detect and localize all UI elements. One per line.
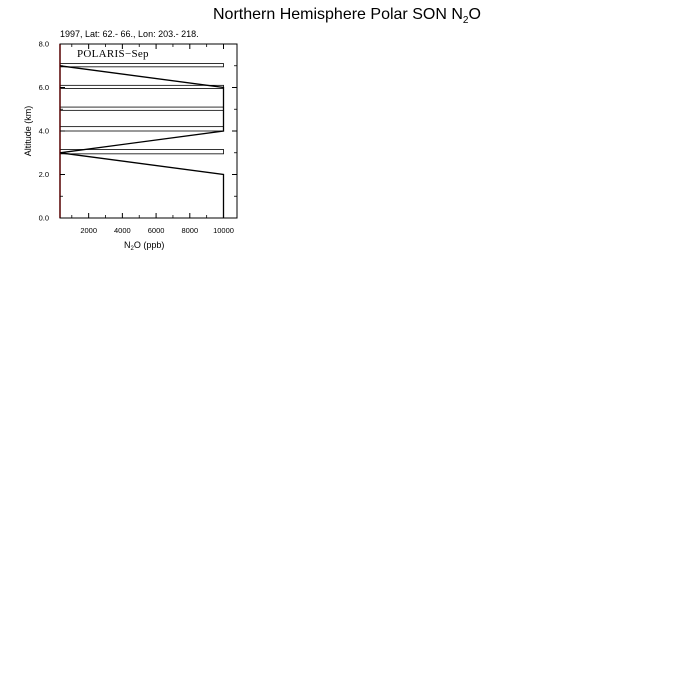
range-box-5	[60, 64, 224, 67]
x-axis-label-subscript: 2	[130, 246, 134, 252]
x-axis-label	[124, 240, 164, 252]
x-tick-label-5: 10000	[213, 226, 234, 235]
chart-subtitle: 1997, Lat: 62.- 66., Lon: 203.- 218.	[60, 29, 199, 39]
panel-label: POLARIS−Sep	[77, 48, 149, 60]
chart-title-subscript: 2	[462, 15, 469, 26]
x-tick-label-3: 6000	[147, 226, 165, 235]
x-axis-label-main: N	[124, 240, 131, 250]
range-box-2	[60, 127, 224, 131]
tick-labels	[39, 40, 234, 236]
chart-title-main: Northern Hemisphere Polar SON N	[213, 6, 463, 23]
x-tick-label-2: 4000	[114, 226, 131, 235]
y-axis-label: Altitude (km)	[23, 105, 33, 157]
chart-title	[213, 6, 481, 26]
y-tick-label-1: 0.0	[38, 213, 49, 223]
chart-title-end: O	[468, 6, 481, 23]
y-tick-label-4: 6.0	[38, 83, 49, 92]
y-tick-label-2: 2.0	[38, 170, 49, 179]
range-box-4	[60, 85, 224, 88]
x-tick-label-1: 2000	[80, 226, 98, 235]
x-tick-label-4: 8000	[181, 226, 199, 235]
x-axis-label-end: O (ppb)	[133, 240, 165, 250]
range-box-3	[60, 107, 224, 110]
y-tick-label-5: 8.0	[38, 39, 49, 49]
y-tick-label-3: 4.0	[38, 126, 49, 136]
